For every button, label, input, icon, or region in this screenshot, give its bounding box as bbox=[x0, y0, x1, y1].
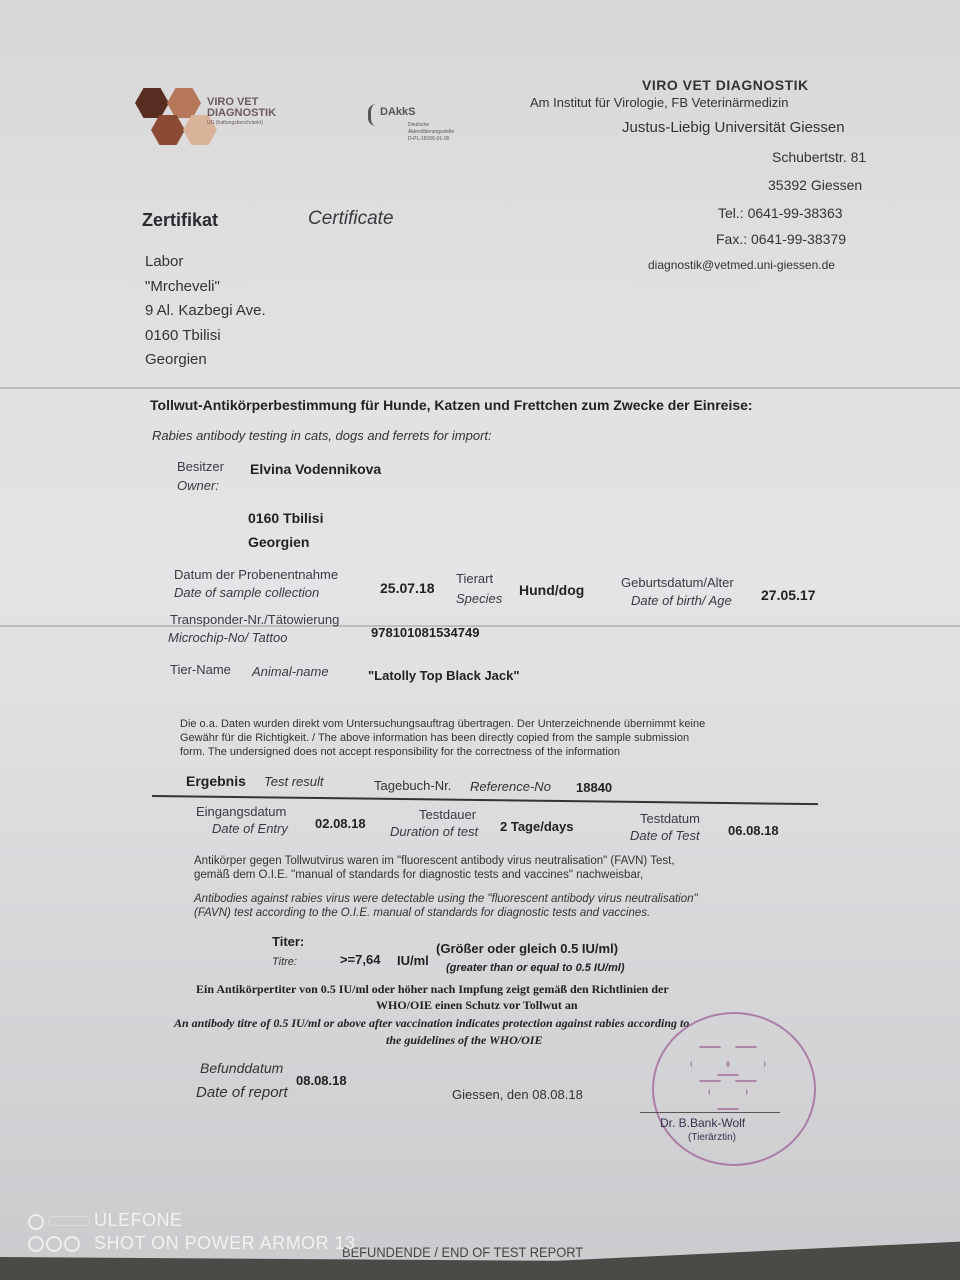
entry-date: 02.08.18 bbox=[315, 816, 366, 831]
recipient-line: "Mrcheveli" bbox=[145, 277, 220, 295]
owner-label-en: Owner: bbox=[177, 478, 219, 493]
reference-number: 18840 bbox=[576, 780, 613, 795]
logo-text: UG (haftungsbeschränkt) bbox=[207, 120, 263, 126]
protection-en-line: the guidelines of the WHO/OIE bbox=[386, 1033, 543, 1047]
protection-de-line: Ein Antikörpertiter von 0.5 IU/ml oder höher nach Impfung zeigt gemäß den Richtlinien der bbox=[196, 982, 669, 996]
birth-date: 27.05.17 bbox=[761, 587, 816, 603]
sample-date-label-en: Date of sample collection bbox=[174, 585, 320, 600]
dakks-name: DAkkS bbox=[380, 106, 416, 118]
birth-label-en: Date of birth/ Age bbox=[631, 593, 732, 608]
dakks-text: D-PL-18166-01-00 bbox=[408, 136, 450, 142]
disclaimer-line: Die o.a. Daten wurden direkt vom Untersuchungsauftrag übertragen. Der Unterzeichnende übernimmt keine bbox=[180, 718, 706, 730]
method-en-line: (FAVN) test according to the O.I.E. manual of standards for diagnostic tests and vaccines. bbox=[194, 907, 651, 919]
test-date-label-en: Date of Test bbox=[630, 828, 700, 843]
species-label-de: Tierart bbox=[456, 571, 494, 586]
owner-label-de: Besitzer bbox=[177, 459, 224, 474]
titer-note-de: (Größer oder gleich 0.5 IU/ml) bbox=[436, 941, 619, 956]
disclaimer-line: form. The undersigned does not accept responsibility for the correctness of the information bbox=[180, 746, 621, 758]
reference-label-en: Reference-No bbox=[470, 779, 551, 794]
lab-institute: Am Institut für Virologie, FB Veterinärmedizin bbox=[530, 95, 789, 110]
camera-brand: ULEFONE bbox=[94, 1210, 183, 1230]
lab-name: VIRO VET DIAGNOSTIK bbox=[642, 77, 809, 93]
titer-note-en: (greater than or equal to 0.5 IU/ml) bbox=[446, 962, 625, 974]
chip-number: 978101081534749 bbox=[371, 625, 480, 640]
camera-model: SHOT ON POWER ARMOR 13 bbox=[94, 1233, 356, 1253]
official-stamp bbox=[652, 1012, 822, 1172]
method-de-line: gemäß dem O.I.E. "manual of standards for diagnostic tests and vaccines" nachweisbar, bbox=[194, 869, 644, 881]
species-label-en: Species bbox=[456, 591, 503, 606]
signature-line bbox=[640, 1112, 780, 1113]
chip-label-en: Microchip-No/ Tattoo bbox=[168, 630, 288, 645]
report-label-de: Befunddatum bbox=[200, 1060, 284, 1076]
logo-text: DIAGNOSTIK bbox=[207, 107, 277, 119]
birth-label-de: Geburtsdatum/Alter bbox=[621, 575, 734, 590]
lens-icon bbox=[28, 1236, 44, 1252]
recipient-line: 0160 Tbilisi bbox=[145, 326, 221, 344]
heading-en: Rabies antibody testing in cats, dogs and ferrets for import: bbox=[152, 428, 492, 443]
dakks-logo bbox=[368, 104, 478, 150]
chip-label-de: Transponder-Nr./Tätowierung bbox=[170, 612, 340, 627]
viro-vet-logo bbox=[135, 88, 315, 158]
lab-email: diagnostik@vetmed.uni-giessen.de bbox=[648, 258, 835, 272]
recipient-line: Georgien bbox=[145, 351, 207, 368]
owner-city: 0160 Tbilisi bbox=[248, 510, 324, 526]
dakks-text: Akkreditierungsstelle bbox=[408, 129, 455, 135]
fold-line bbox=[0, 625, 960, 627]
method-en-line: Antibodies against rabies virus were detectable using the "fluorescent antibody virus neutralisation" bbox=[194, 893, 698, 905]
sample-date-label-de: Datum der Probenentnahme bbox=[174, 567, 339, 582]
recipient-address bbox=[145, 250, 266, 373]
duration-label-en: Duration of test bbox=[390, 824, 479, 839]
heading-de: Tollwut-Antikörperbestimmung für Hunde, Katzen und Frettchen zum Zwecke der Einreise: bbox=[150, 397, 753, 413]
owner-name: Elvina Vodennikova bbox=[250, 461, 382, 477]
test-duration: 2 Tage/days bbox=[500, 819, 574, 834]
signature-title: (Tierärztin) bbox=[688, 1132, 736, 1143]
duration-label-de: Testdauer bbox=[419, 807, 477, 822]
lens-icon bbox=[46, 1236, 62, 1252]
entry-label-de: Eingangsdatum bbox=[196, 804, 287, 819]
recipient-line: Labor bbox=[145, 253, 184, 270]
method-de-line: Antikörper gegen Tollwutvirus waren im "fluorescent antibody virus neutralisation" (FAVN) Test, bbox=[194, 855, 675, 867]
titer-value: >=7,64 bbox=[340, 952, 381, 967]
report-place-date: Giessen, den 08.08.18 bbox=[452, 1087, 583, 1102]
report-date: 08.08.18 bbox=[296, 1073, 347, 1088]
titer-label-en: Titre: bbox=[272, 956, 297, 968]
report-label-en: Date of report bbox=[196, 1084, 288, 1101]
animal-name-label-de: Tier-Name bbox=[170, 662, 231, 677]
title-en: Certificate bbox=[308, 208, 394, 229]
animal-name: "Latolly Top Black Jack" bbox=[368, 668, 520, 683]
reference-label-de: Tagebuch-Nr. bbox=[374, 778, 452, 793]
lab-city: 35392 Giessen bbox=[768, 177, 863, 193]
end-of-report: BEFUNDENDE / END OF TEST REPORT bbox=[342, 1244, 584, 1260]
title-de: Zertifikat bbox=[142, 210, 219, 230]
entry-label-en: Date of Entry bbox=[212, 821, 288, 836]
protection-de-line: WHO/OIE einen Schutz vor Tollwut an bbox=[376, 998, 578, 1012]
signature-name: Dr. B.Bank-Wolf bbox=[660, 1116, 746, 1130]
animal-name-label-en: Animal-name bbox=[252, 664, 329, 679]
result-label-de: Ergebnis bbox=[186, 773, 246, 789]
titer-label-de: Titer: bbox=[272, 934, 305, 949]
owner-country: Georgien bbox=[248, 534, 310, 550]
test-date-label-de: Testdatum bbox=[640, 811, 700, 826]
lens-icon bbox=[64, 1236, 80, 1252]
sample-date: 25.07.18 bbox=[380, 580, 435, 596]
lens-icon bbox=[28, 1214, 44, 1230]
protection-en-line: An antibody titre of 0.5 IU/ml or above after vaccination indicates protection against rabies according to bbox=[174, 1016, 690, 1030]
disclaimer-line: Gewähr für die Richtigkeit. / The above information has been directly copied from the sample submission bbox=[180, 732, 690, 744]
species: Hund/dog bbox=[519, 582, 585, 598]
lab-tel: Tel.: 0641-99-38363 bbox=[718, 205, 843, 221]
titer-unit: IU/ml bbox=[397, 953, 429, 968]
recipient-line: 9 Al. Kazbegi Ave. bbox=[145, 302, 266, 319]
logo-text: VIRO VET bbox=[207, 96, 259, 108]
result-label-en: Test result bbox=[264, 774, 324, 789]
lab-university: Justus-Liebig Universität Giessen bbox=[622, 119, 845, 136]
slider-icon bbox=[48, 1216, 90, 1226]
fold-line bbox=[0, 387, 960, 389]
test-date: 06.08.18 bbox=[728, 823, 779, 838]
lab-street: Schubertstr. 81 bbox=[772, 149, 867, 165]
dakks-text: Deutsche bbox=[408, 122, 430, 128]
lab-fax: Fax.: 0641-99-38379 bbox=[716, 231, 846, 247]
